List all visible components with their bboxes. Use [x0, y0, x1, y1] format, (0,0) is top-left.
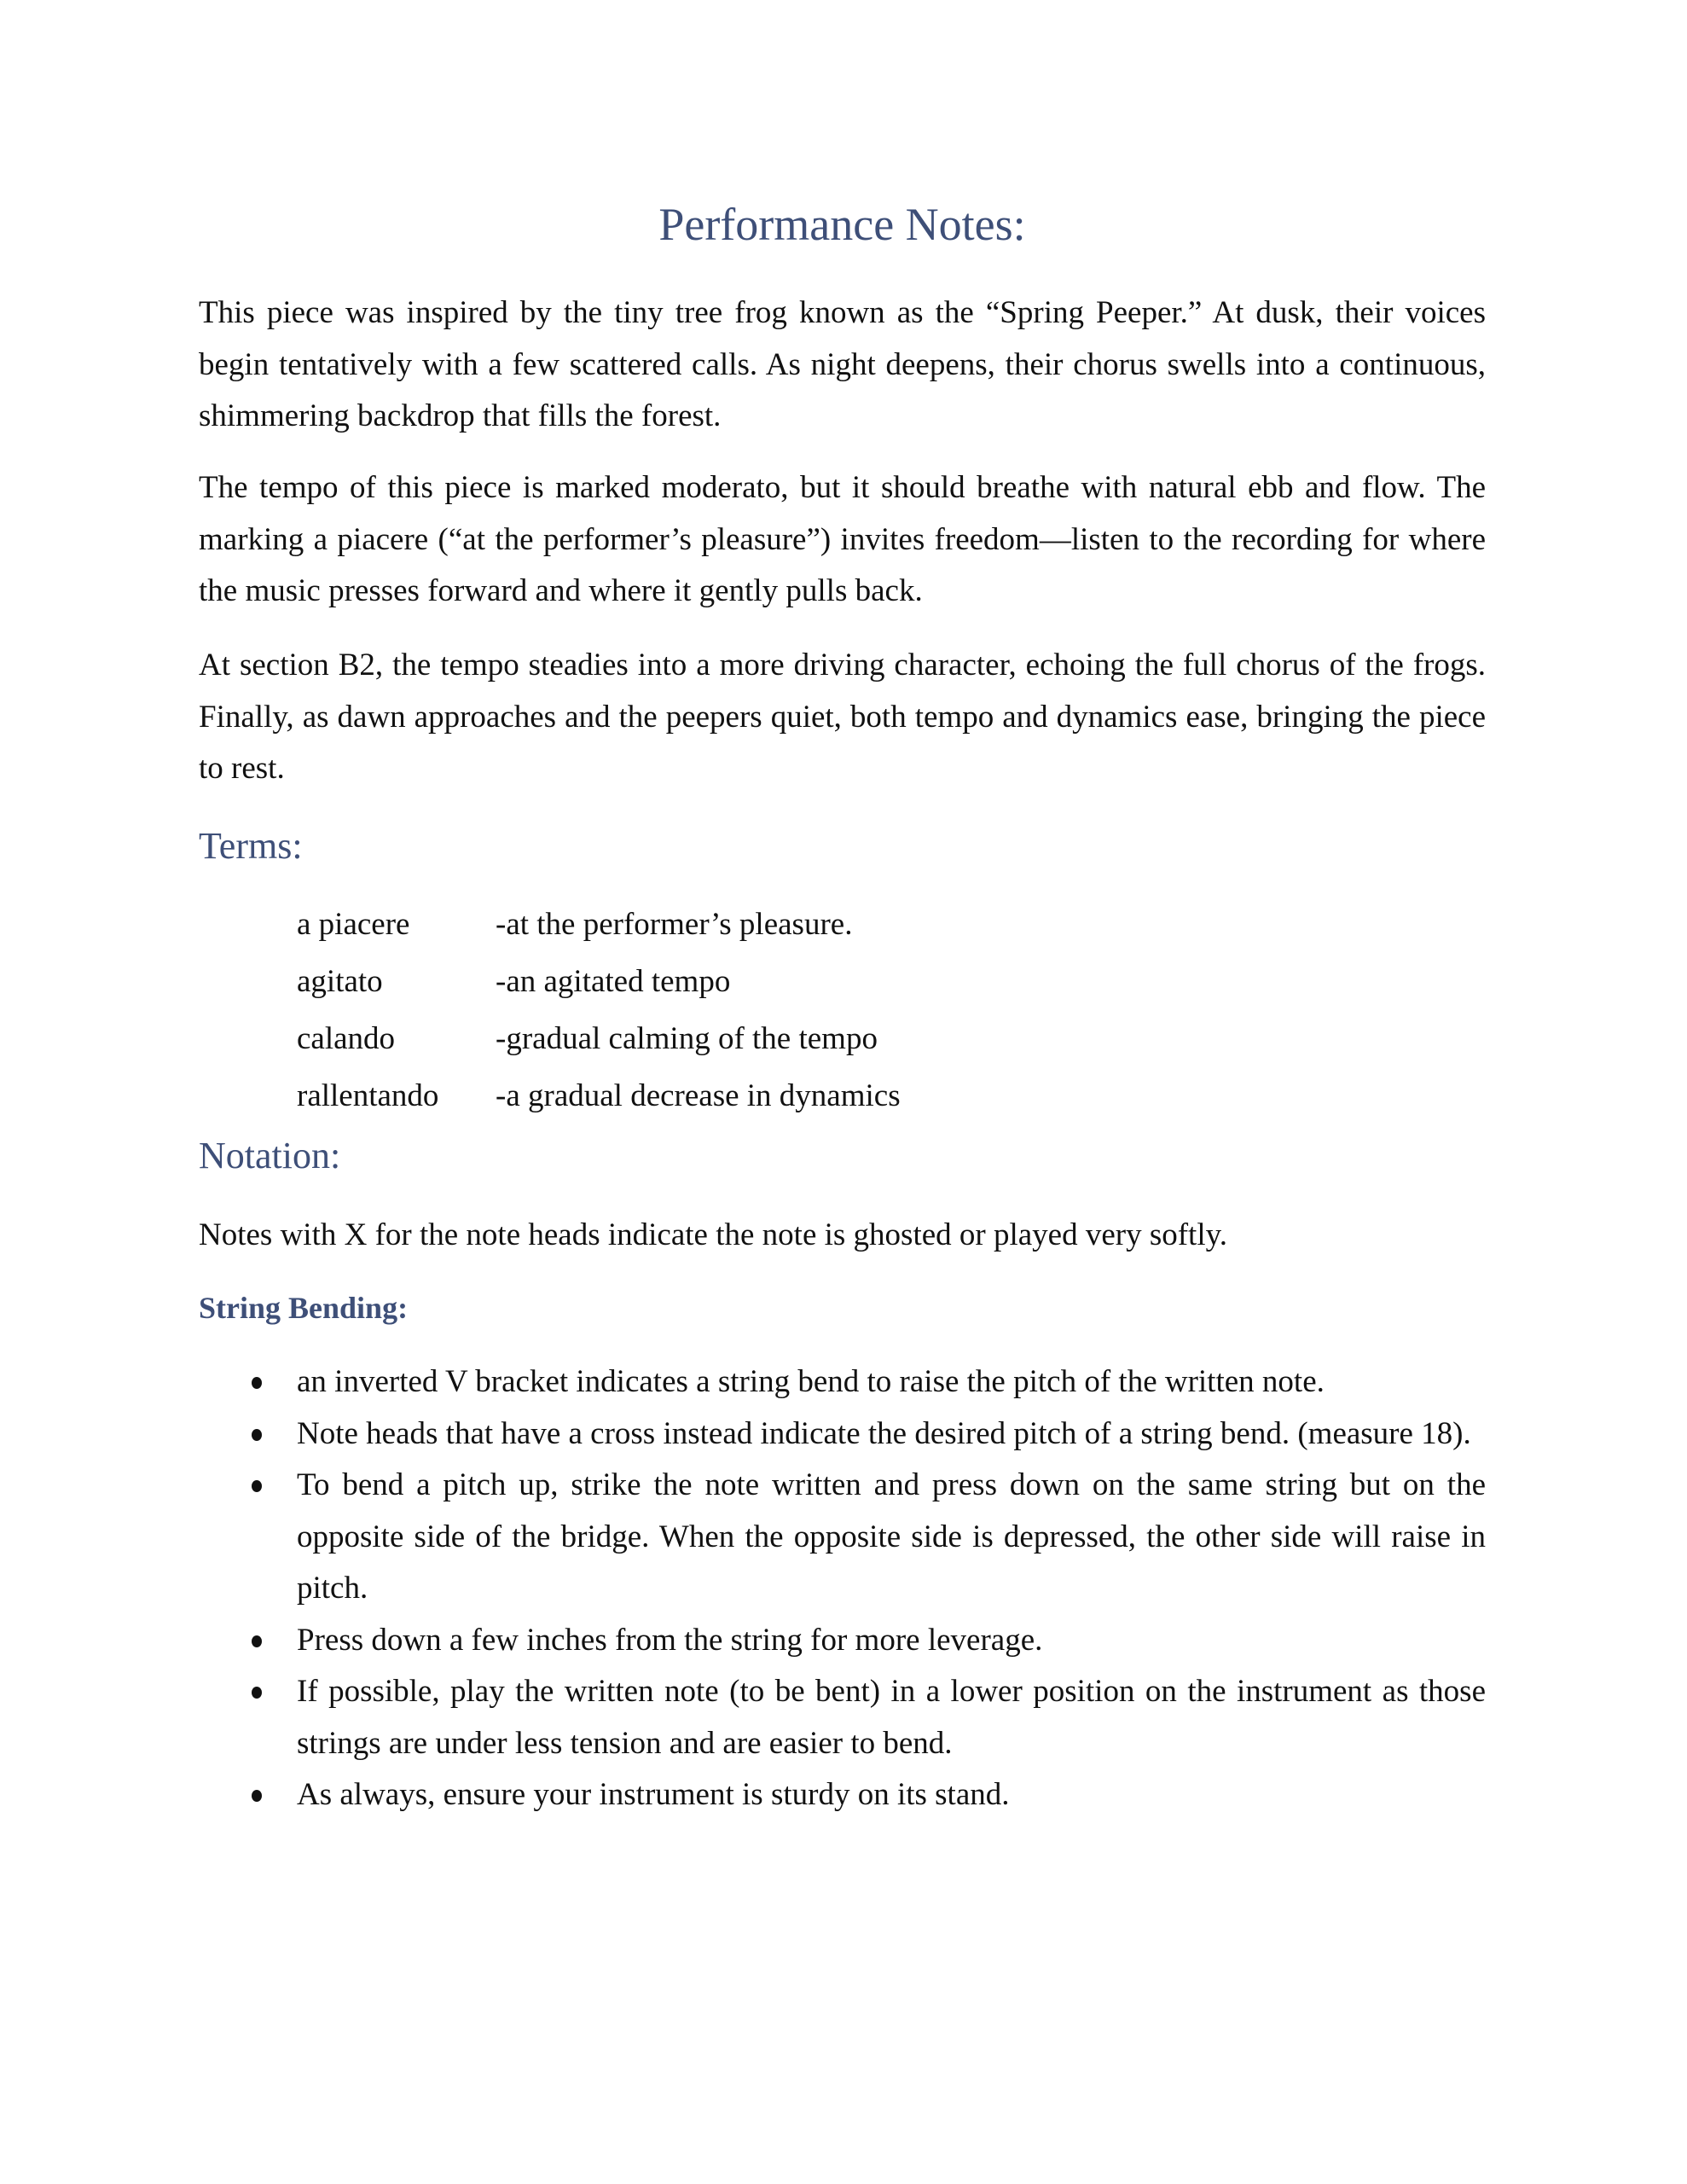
term-name: a piacere: [297, 907, 410, 942]
term-row: [297, 1013, 901, 1070]
term-name: calando: [297, 1021, 396, 1056]
list-item: [199, 1769, 1486, 1821]
term-definition: -at the performer’s pleasure.: [496, 907, 853, 942]
bullet-icon: [252, 1377, 262, 1389]
list-item: [199, 1409, 1486, 1461]
list-item-text: As always, ensure your instrument is sturdy on its stand.: [297, 1777, 1010, 1812]
term-definition: -gradual calming of the tempo: [496, 1021, 878, 1056]
term-definition: -a gradual decrease in dynamics: [496, 1078, 901, 1113]
term-name: rallentando: [297, 1078, 439, 1113]
intro-paragraph: This piece was inspired by the tiny tree frog known as the “Spring Peeper.” At dusk, their voices begin tentatively with a few scattered calls. As night deepens, their chorus swells into a continuous, shimmering backdrop that fills the forest.: [199, 295, 1486, 433]
bullet-icon: [252, 1790, 262, 1802]
notation-text: Notes with X for the note heads indicate the note is ghosted or played very softly.: [199, 1217, 1227, 1252]
bullet-icon: [252, 1429, 262, 1441]
page-title: Performance Notes:: [658, 199, 1026, 250]
bullet-icon: [252, 1635, 262, 1647]
terms-list: [297, 898, 901, 1127]
list-item: [199, 1615, 1486, 1667]
list-item-text: If possible, play the written note (to be bent) in a lower position on the instrument as those strings are under less tension and are easier to bend.: [297, 1674, 1486, 1761]
term-definition: -an agitated tempo: [496, 964, 731, 999]
notation-heading: Notation:: [199, 1135, 341, 1176]
bullet-icon: [252, 1687, 262, 1699]
terms-heading: Terms:: [199, 825, 303, 867]
section-b2-paragraph: At section B2, the tempo steadies into a more driving character, echoing the full chorus of the frogs. Finally, as dawn approaches and the peepers quiet, both tempo and dynamics ease, bringing the piece to rest.: [199, 648, 1486, 786]
term-name: agitato: [297, 964, 383, 999]
list-item: [199, 1666, 1486, 1769]
list-item-text: Note heads that have a cross instead indicate the desired pitch of a string bend. (measure 18).: [297, 1415, 1471, 1451]
bullet-icon: [252, 1480, 262, 1492]
list-item-text: To bend a pitch up, strike the note written and press down on the same string but on the opposite side of the bridge. When the opposite side is depressed, the other side will raise in pitch.: [297, 1467, 1486, 1606]
list-item: [199, 1356, 1486, 1409]
term-row: [297, 956, 901, 1013]
list-item: [199, 1460, 1486, 1615]
string-bending-list: [199, 1356, 1486, 1821]
term-row: [297, 898, 901, 956]
tempo-paragraph: The tempo of this piece is marked moderato, but it should breathe with natural ebb and flow. The marking a piacere (“at the performer’s pleasure”) invites freedom—listen to the recording for where the music presses forward and where it gently pulls back.: [199, 470, 1486, 608]
list-item-text: Press down a few inches from the string for more leverage.: [297, 1622, 1043, 1658]
list-item-text: an inverted V bracket indicates a string bend to raise the pitch of the written note.: [297, 1364, 1325, 1399]
string-bending-heading: String Bending:: [199, 1291, 409, 1325]
term-row: [297, 1070, 901, 1127]
